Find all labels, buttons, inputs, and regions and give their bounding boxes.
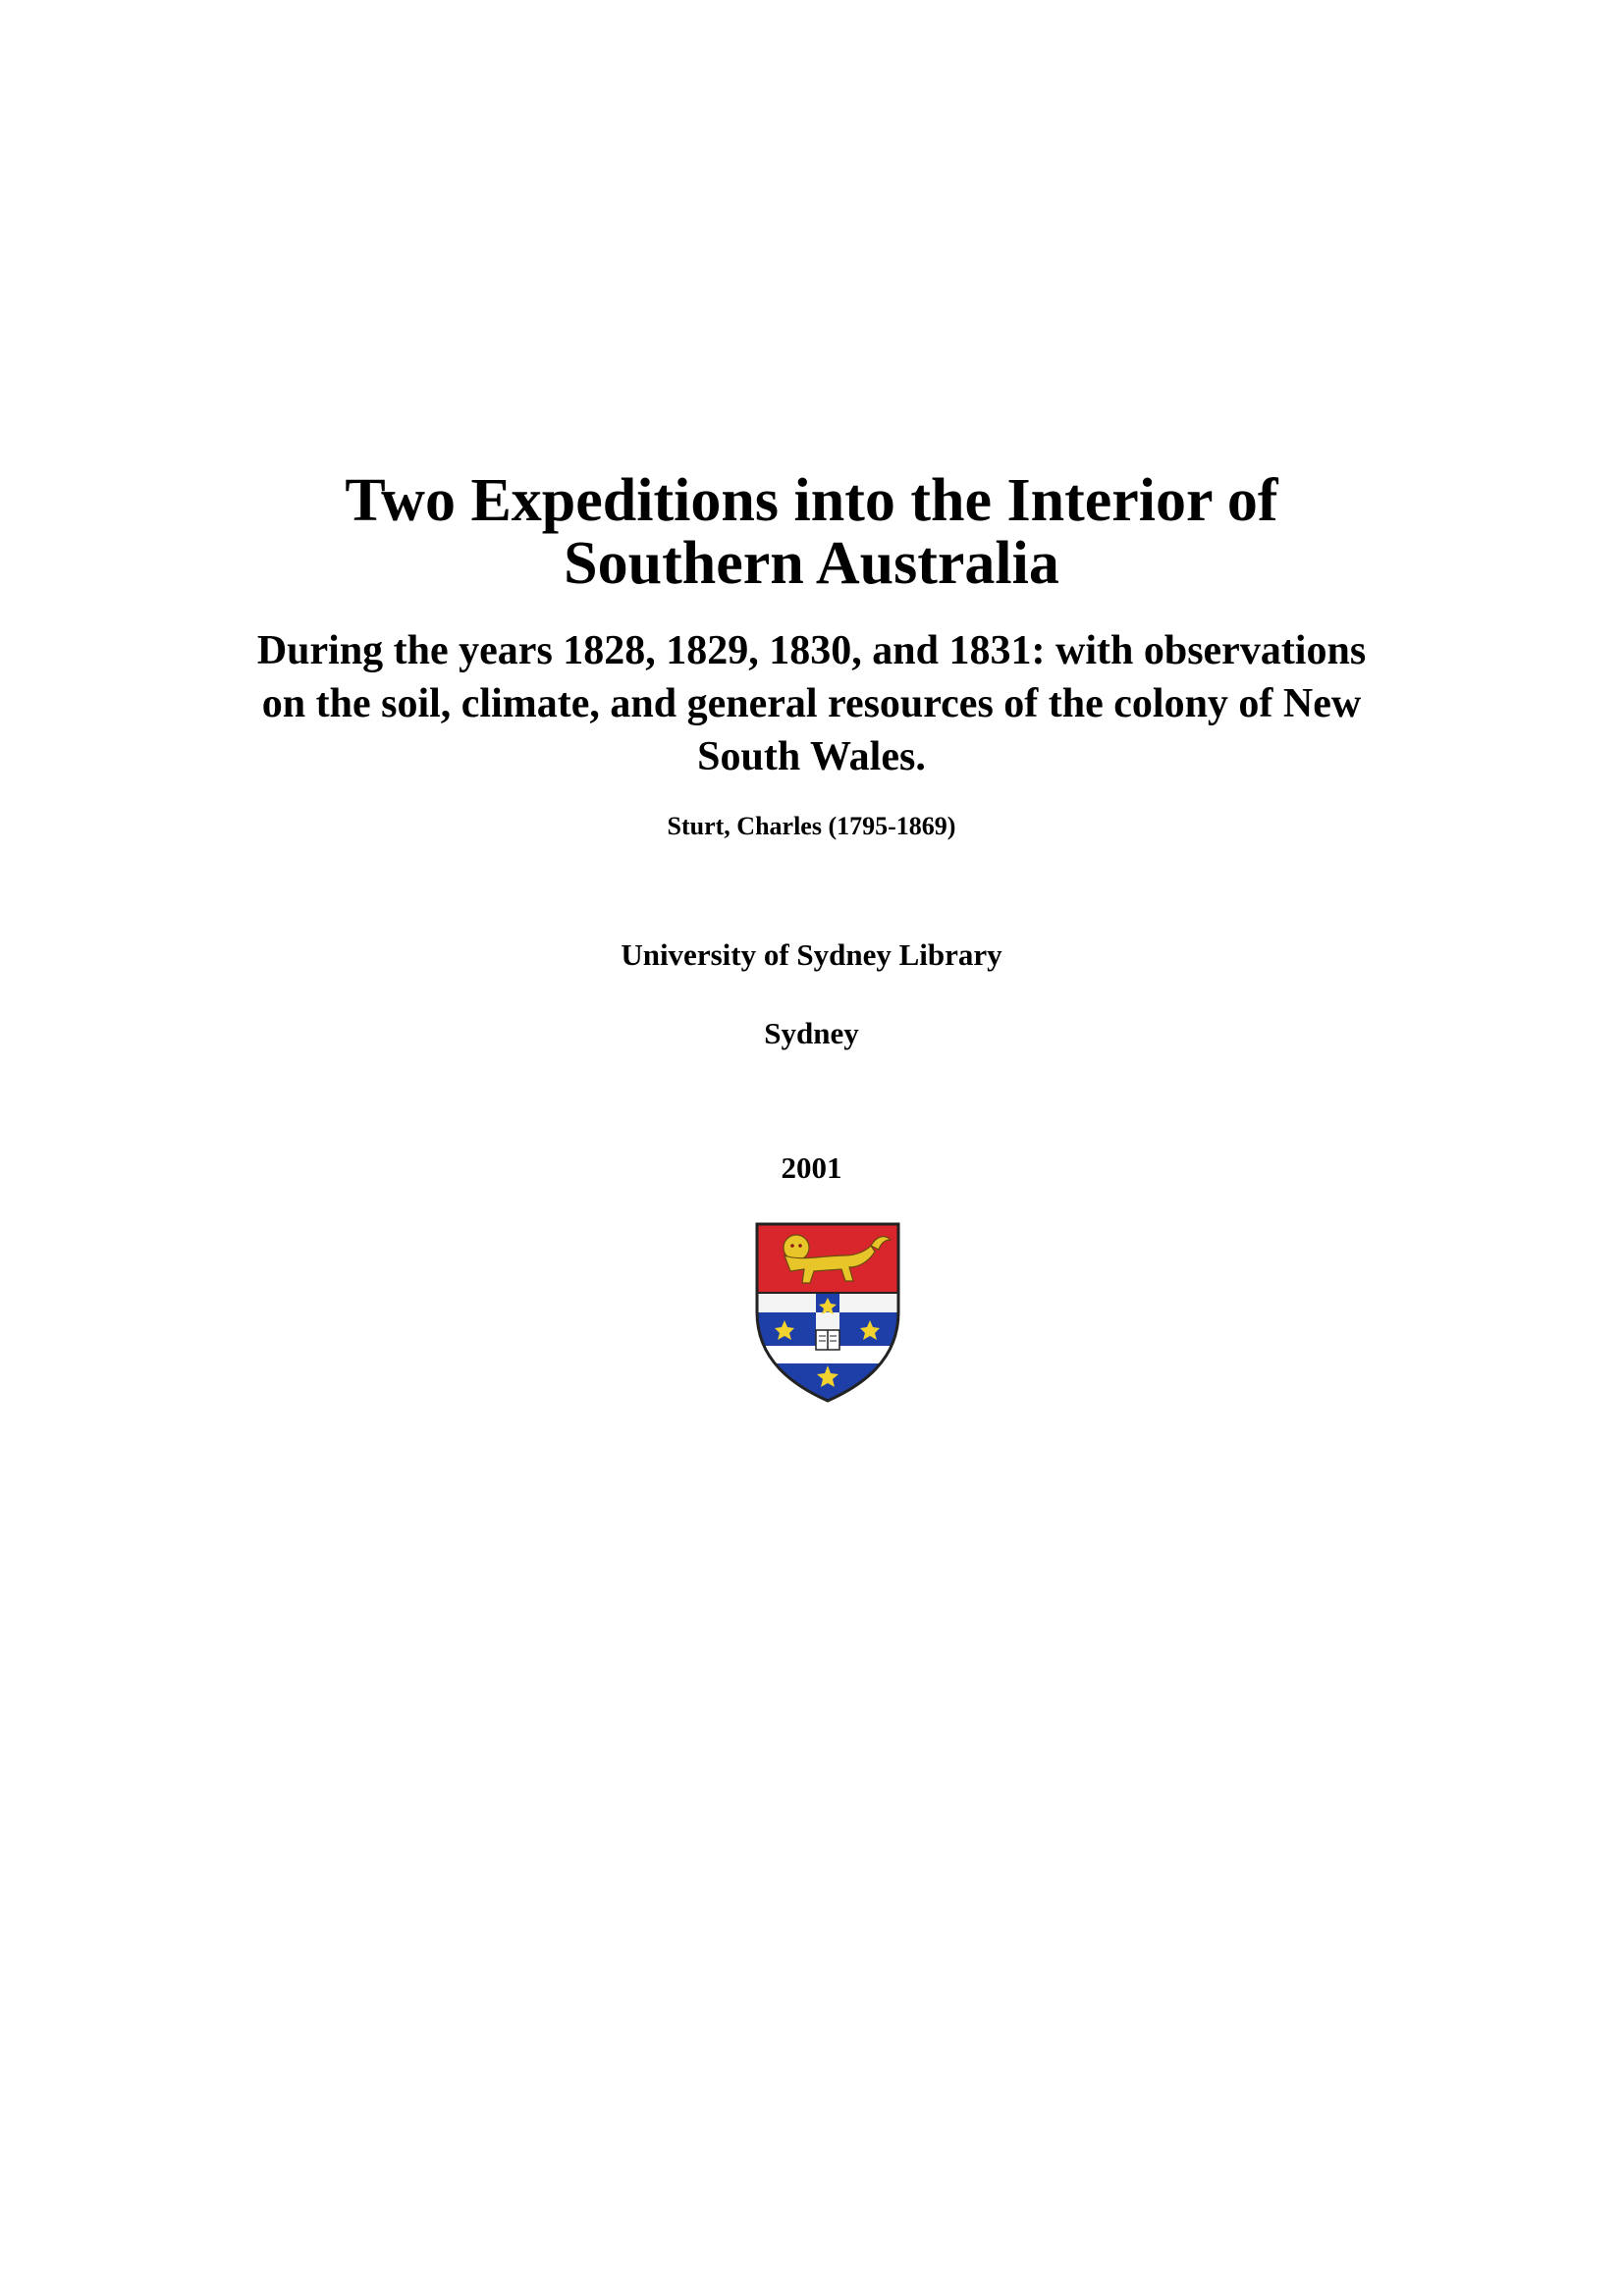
place-line: Sydney [764, 1016, 859, 1050]
publisher-line: University of Sydney Library [621, 937, 1002, 972]
quarter-lower-right [839, 1363, 900, 1403]
university-coat-of-arms-icon [755, 1222, 900, 1403]
year-line: 2001 [781, 1150, 842, 1185]
author-line: Sturt, Charles (1795-1869) [667, 812, 956, 840]
page-title: Two Expeditions into the Interior of Southern Australia [345, 467, 1278, 597]
quarter-lower-left [755, 1363, 816, 1403]
page-subtitle: During the years 1828, 1829, 1830, and 1831: with observations on the soil, climate, and general resources of the colony of New South Wales. [256, 628, 1367, 779]
